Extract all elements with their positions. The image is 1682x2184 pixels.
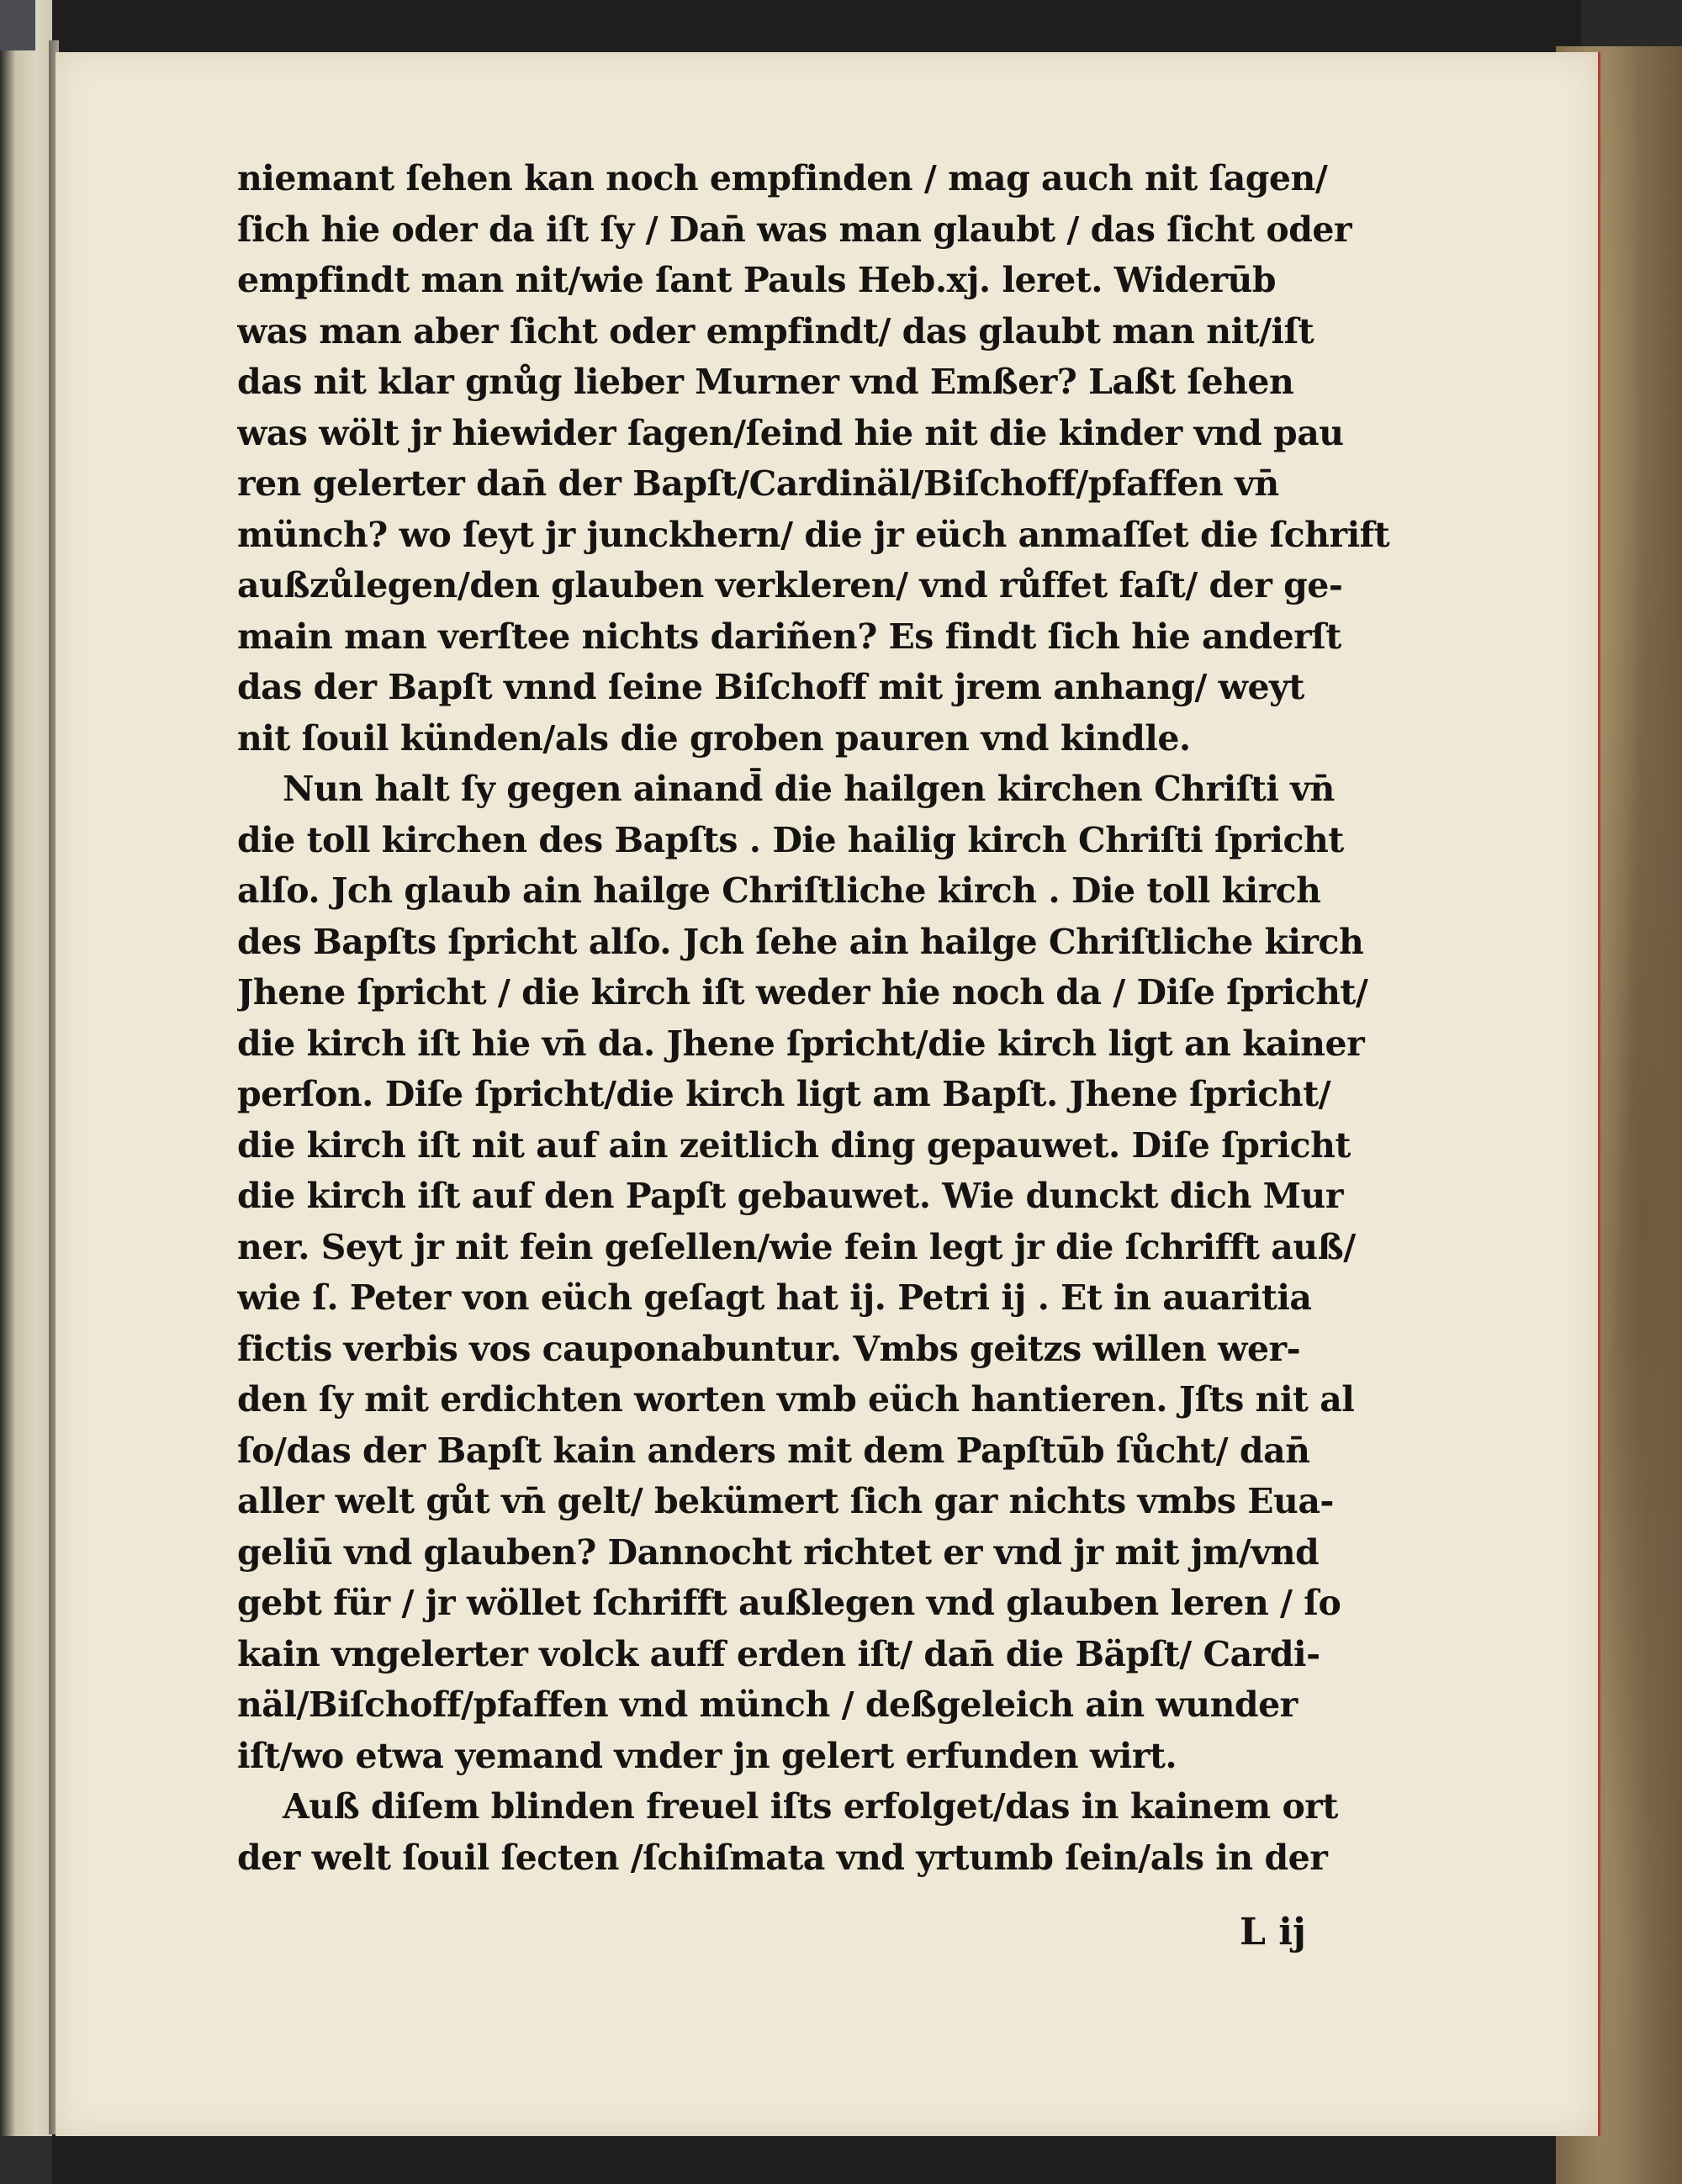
text-line: die kirch iſt nit auf ain zeitlich ding gepauwet. Diſe ſpricht <box>237 1124 1351 1166</box>
text-line: geliū vnd glauben? Dannocht richtet er vnd jr mit jm/vnd <box>237 1531 1320 1573</box>
text-line: Auß diſem blinden freuel iſts erfolget/das in kainem ort <box>283 1786 1338 1827</box>
page-text-block <box>237 153 1462 1883</box>
text-line: Nun halt ſy gegen ainand̄ die hailgen kirchen Chriſti vn̄ <box>283 769 1335 809</box>
text-line: die kirch iſt hie vn̄ da. Jhene ſpricht/die kirch ligt an kainer <box>237 1023 1365 1064</box>
text-line: näl/Biſchoff/pfaffen vnd münch / deßgeleich ain wunder <box>237 1684 1298 1725</box>
background-shadow <box>1581 0 1682 50</box>
text-line: iſt/wo etwa yemand vnder jn gelert erfunden wirt. <box>237 1735 1177 1776</box>
text-line: wie ſ. Peter von eüch geſagt hat ij. Petri ij . Et in auaritia <box>237 1277 1312 1318</box>
text-line: außzůlegen/den glauben verkleren/ vnd růffet faſt/ der ge‑ <box>237 565 1343 605</box>
text-line: die kirch iſt auf den Papſt gebauwet. Wie dunckt dich Mur <box>237 1176 1343 1216</box>
text-line: ner. Seyt jr nit fein geſellen/wie fein legt jr die ſchrifft auß/ <box>237 1226 1356 1267</box>
text-line: was wölt jr hiewider ſagen/ſeind hie nit die kinder vnd pau <box>237 412 1344 453</box>
book-page <box>56 52 1600 2136</box>
text-line: das nit klar gnůg lieber Murner vnd Emßer? Laßt ſehen <box>237 362 1294 402</box>
text-line: main man verſtee nichts dariñen? Es findt ſich hie anderſt <box>237 616 1341 657</box>
text-line: kain vngelerter volck auff erden iſt/ dan̄ die Bäpſt/ Cardi‑ <box>237 1633 1320 1674</box>
text-line: nit ſouil künden/als die groben pauren vnd kindle. <box>237 717 1191 759</box>
text-line: aller welt gůt vn̄ gelt/ bekümert ſich gar nichts vmbs Eua‑ <box>237 1481 1334 1521</box>
text-line: gebt für / jr wöllet ſchrifft außlegen vnd glauben leren / ſo <box>237 1583 1341 1623</box>
text-line: der welt ſouil ſecten /ſchiſmata vnd yrtumb ſein/als in der <box>237 1837 1328 1878</box>
text-line: münch? wo ſeyt jr junckhern/ die jr eüch anmaſſet die ſchrift <box>237 514 1390 555</box>
text-line: alſo. Jch glaub ain hailge Chriſtliche kirch . Die toll kirch <box>237 870 1321 911</box>
text-line: ren gelerter dan̄ der Bapſt/Cardinäl/Biſchoff/pfaffen vn̄ <box>237 463 1279 504</box>
text-line: das der Bapſt vnnd ſeine Biſchoff mit jrem anhang/ weyt <box>237 667 1304 707</box>
text-line: fictis verbis vos cauponabuntur. Vmbs geitzs willen wer‑ <box>237 1328 1301 1369</box>
text-line: ſo/das der Bapſt kain anders mit dem Papſtūb ſůcht/ dan̄ <box>237 1430 1310 1471</box>
text-line: empfindt man nit/wie ſant Pauls Heb.xj. leret. Widerūb <box>237 260 1277 300</box>
text-line: des Bapſts ſpricht alſo. Jch ſehe ain hailge Chriſtliche kirch <box>237 921 1364 962</box>
binding-shadow <box>0 2136 52 2184</box>
text-line: den ſy mit erdichten worten vmb eüch hantieren. Jſts nit al <box>237 1379 1355 1420</box>
text-line: Jhene ſpricht / die kirch iſt weder hie noch da / Diſe ſpricht/ <box>237 972 1368 1013</box>
text-line: perſon. Diſe ſpricht/die kirch ligt am Bapſt. Jhene ſpricht/ <box>237 1074 1331 1114</box>
text-line: ſich hie oder da iſt ſy / Dan̄ was man glaubt / das ſicht oder <box>237 209 1352 250</box>
text-line: niemant ſehen kan noch empfinden / mag auch nit ſagen/ <box>237 158 1328 198</box>
signature-mark: L ij <box>1240 1911 1306 1954</box>
binding-strip <box>0 0 35 50</box>
text-line: was man aber ſicht oder empfindt/ das glaubt man nit/iſt <box>237 310 1314 352</box>
facing-page-edge <box>0 0 52 2184</box>
text-line: die toll kirchen des Bapſts . Die hailig kirch Chriſti ſpricht <box>237 819 1344 860</box>
